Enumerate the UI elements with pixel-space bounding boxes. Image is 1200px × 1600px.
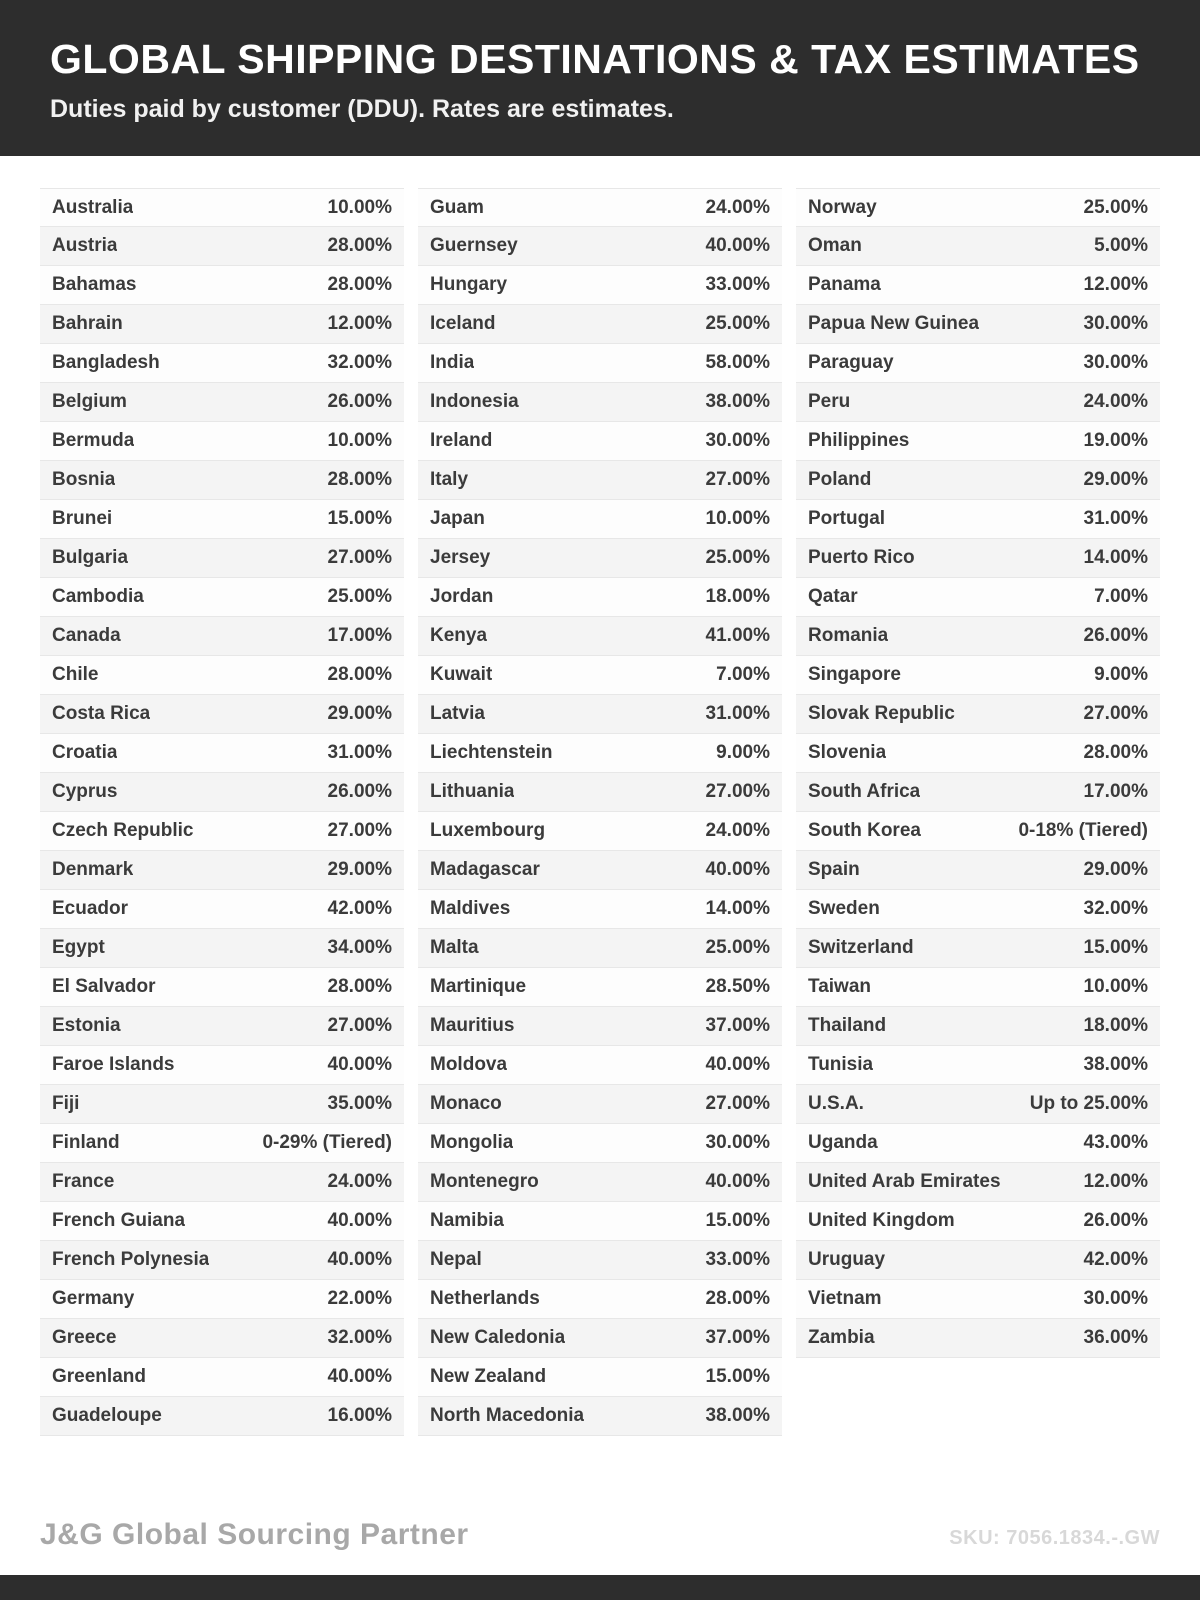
country-label: Egypt	[52, 937, 105, 958]
table-row	[418, 1007, 782, 1046]
table-row	[40, 851, 404, 890]
rates-table	[40, 188, 1160, 1436]
country-label: Montenegro	[430, 1171, 539, 1192]
rate-value: 40.00%	[327, 1054, 392, 1075]
country-label: Bosnia	[52, 469, 116, 490]
sku-label: SKU: 7056.1834.-.GW	[949, 1527, 1160, 1549]
country-label: Ireland	[430, 430, 493, 451]
table-row	[418, 812, 782, 851]
country-label: Finland	[52, 1132, 120, 1153]
rate-value: 15.00%	[705, 1366, 770, 1387]
rate-value: 15.00%	[705, 1210, 770, 1231]
table-row	[796, 1124, 1160, 1163]
country-label: Sweden	[808, 898, 880, 919]
rate-value: 7.00%	[1094, 586, 1148, 607]
rate-value: 28.00%	[327, 469, 392, 490]
country-label: Faroe Islands	[52, 1054, 175, 1075]
table-row	[418, 1202, 782, 1241]
rate-value: 35.00%	[327, 1093, 392, 1114]
rate-value: 27.00%	[1083, 703, 1148, 724]
rate-value: 40.00%	[327, 1366, 392, 1387]
rate-value: 24.00%	[705, 820, 770, 841]
table-row	[418, 890, 782, 929]
rate-value: 40.00%	[327, 1249, 392, 1270]
rate-value: 28.00%	[1083, 742, 1148, 763]
table-row	[418, 500, 782, 539]
country-label: Qatar	[808, 586, 858, 607]
country-label: Nepal	[430, 1249, 482, 1270]
rate-value: 28.00%	[327, 664, 392, 685]
rate-value: 22.00%	[327, 1288, 392, 1309]
country-label: Martinique	[430, 976, 527, 997]
country-label: Iceland	[430, 313, 496, 334]
rate-value: 0-18% (Tiered)	[1018, 820, 1148, 841]
table-row	[40, 1046, 404, 1085]
rate-value: 34.00%	[327, 937, 392, 958]
country-label: Greenland	[52, 1366, 146, 1387]
rate-value: 33.00%	[705, 274, 770, 295]
table-row	[796, 1046, 1160, 1085]
rate-value: 37.00%	[705, 1015, 770, 1036]
table-row	[418, 1085, 782, 1124]
table-row	[40, 1358, 404, 1397]
table-row	[40, 656, 404, 695]
country-label: Jersey	[430, 547, 491, 568]
country-label: Bahamas	[52, 274, 137, 295]
country-label: Tunisia	[808, 1054, 874, 1075]
rate-value: 16.00%	[327, 1405, 392, 1426]
rate-value: 24.00%	[1083, 391, 1148, 412]
country-label: U.S.A.	[808, 1093, 864, 1114]
country-label: Kenya	[430, 625, 488, 646]
country-label: Uruguay	[808, 1249, 886, 1270]
table-row	[418, 1241, 782, 1280]
rate-value: 33.00%	[705, 1249, 770, 1270]
table-row	[418, 539, 782, 578]
table-row	[796, 1163, 1160, 1202]
table-row	[796, 227, 1160, 266]
rate-value: 28.00%	[327, 274, 392, 295]
table-row	[418, 461, 782, 500]
country-label: Ecuador	[52, 898, 129, 919]
rate-value: 19.00%	[1083, 430, 1148, 451]
rate-value: 40.00%	[705, 235, 770, 256]
rate-value: 28.00%	[705, 1288, 770, 1309]
rate-value: 43.00%	[1083, 1132, 1148, 1153]
country-label: Cambodia	[52, 586, 144, 607]
rate-value: 30.00%	[705, 1132, 770, 1153]
table-row	[418, 1046, 782, 1085]
brand-name: J&G Global Sourcing Partner	[40, 1518, 469, 1551]
rate-value: 15.00%	[327, 508, 392, 529]
country-label: Jordan	[430, 586, 494, 607]
table-row	[40, 500, 404, 539]
rate-value: 10.00%	[1083, 976, 1148, 997]
rate-value: 28.50%	[705, 976, 770, 997]
rate-value: 25.00%	[705, 937, 770, 958]
page-subtitle: Duties paid by customer (DDU). Rates are estimates.	[50, 95, 674, 123]
country-label: Vietnam	[808, 1288, 882, 1309]
table-row	[418, 422, 782, 461]
table-row	[796, 968, 1160, 1007]
country-label: France	[52, 1171, 115, 1192]
rates-column-2	[418, 188, 782, 1436]
rate-value: 27.00%	[705, 1093, 770, 1114]
rate-value: 27.00%	[705, 781, 770, 802]
table-row	[40, 1124, 404, 1163]
rate-value: 14.00%	[1083, 547, 1148, 568]
country-label: South Korea	[808, 820, 921, 841]
table-row	[418, 383, 782, 422]
page-title: GLOBAL SHIPPING DESTINATIONS & TAX ESTIMATES	[50, 36, 1140, 82]
country-label: North Macedonia	[430, 1405, 585, 1426]
table-row	[40, 188, 404, 227]
rate-value: 24.00%	[327, 1171, 392, 1192]
table-row	[796, 1241, 1160, 1280]
rate-value: 38.00%	[705, 1405, 770, 1426]
country-label: Uganda	[808, 1132, 878, 1153]
country-label: Germany	[52, 1288, 135, 1309]
rate-value: 7.00%	[716, 664, 770, 685]
country-label: Canada	[52, 625, 121, 646]
table-row	[418, 929, 782, 968]
country-label: United Arab Emirates	[808, 1171, 1001, 1192]
table-row	[796, 1007, 1160, 1046]
table-row	[40, 461, 404, 500]
table-row	[418, 656, 782, 695]
country-label: Taiwan	[808, 976, 871, 997]
rate-value: 5.00%	[1094, 235, 1148, 256]
country-label: Puerto Rico	[808, 547, 915, 568]
table-row	[40, 773, 404, 812]
table-row	[40, 734, 404, 773]
rate-value: 37.00%	[705, 1327, 770, 1348]
table-row	[418, 1319, 782, 1358]
rate-value: 29.00%	[327, 859, 392, 880]
rate-value: 26.00%	[1083, 1210, 1148, 1231]
country-label: Austria	[52, 235, 118, 256]
country-label: Philippines	[808, 430, 910, 451]
rate-value: 25.00%	[705, 313, 770, 334]
rate-value: 27.00%	[705, 469, 770, 490]
rate-value: 36.00%	[1083, 1327, 1148, 1348]
footer	[40, 1518, 1160, 1552]
country-label: Maldives	[430, 898, 511, 919]
country-label: Slovenia	[808, 742, 887, 763]
country-label: Japan	[430, 508, 485, 529]
header-banner	[0, 0, 1200, 156]
rate-value: 25.00%	[1083, 196, 1148, 218]
country-label: Cyprus	[52, 781, 118, 802]
rate-value: 10.00%	[327, 196, 392, 218]
table-row	[40, 1280, 404, 1319]
country-label: Oman	[808, 235, 862, 256]
country-label: Poland	[808, 469, 872, 490]
rates-column-1	[40, 188, 404, 1436]
country-label: Bahrain	[52, 313, 123, 334]
table-row	[40, 422, 404, 461]
rate-value: 18.00%	[705, 586, 770, 607]
table-row	[40, 305, 404, 344]
table-row	[796, 539, 1160, 578]
rate-value: 25.00%	[327, 586, 392, 607]
table-row	[418, 1124, 782, 1163]
table-row	[40, 617, 404, 656]
country-label: Estonia	[52, 1015, 121, 1036]
table-row	[418, 1358, 782, 1397]
rate-value: 40.00%	[327, 1210, 392, 1231]
table-row	[796, 851, 1160, 890]
table-row	[418, 734, 782, 773]
table-row	[796, 1085, 1160, 1124]
table-row	[796, 188, 1160, 227]
rate-value: 32.00%	[327, 352, 392, 373]
rate-value: 25.00%	[705, 547, 770, 568]
country-label: El Salvador	[52, 976, 156, 997]
table-row	[418, 227, 782, 266]
country-label: Lithuania	[430, 781, 515, 802]
country-label: Paraguay	[808, 352, 894, 373]
country-label: New Zealand	[430, 1366, 547, 1387]
table-row	[418, 773, 782, 812]
rate-value: 30.00%	[1083, 1288, 1148, 1309]
table-row	[796, 656, 1160, 695]
country-label: Spain	[808, 859, 860, 880]
country-label: Slovak Republic	[808, 703, 955, 724]
rate-value: 28.00%	[327, 976, 392, 997]
country-label: Guam	[430, 196, 484, 218]
table-row	[418, 968, 782, 1007]
table-row	[40, 1007, 404, 1046]
country-label: Luxembourg	[430, 820, 546, 841]
rate-value: 42.00%	[327, 898, 392, 919]
table-row	[796, 422, 1160, 461]
country-label: Czech Republic	[52, 820, 194, 841]
country-label: Mongolia	[430, 1132, 514, 1153]
country-label: Guadeloupe	[52, 1405, 162, 1426]
rate-value: 17.00%	[327, 625, 392, 646]
table-row	[418, 617, 782, 656]
rate-value: 9.00%	[716, 742, 770, 763]
country-label: Kuwait	[430, 664, 493, 685]
rate-value: 32.00%	[1083, 898, 1148, 919]
country-label: Peru	[808, 391, 851, 412]
rate-value: 26.00%	[1083, 625, 1148, 646]
table-row	[418, 266, 782, 305]
table-row	[796, 734, 1160, 773]
country-label: Belgium	[52, 391, 127, 412]
rate-value: 30.00%	[1083, 352, 1148, 373]
table-row	[796, 812, 1160, 851]
table-row	[418, 1163, 782, 1202]
rate-value: 29.00%	[1083, 469, 1148, 490]
table-row	[796, 266, 1160, 305]
table-row	[40, 266, 404, 305]
table-row	[40, 812, 404, 851]
country-label: South Africa	[808, 781, 921, 802]
table-row	[796, 1319, 1160, 1358]
rate-value: 26.00%	[327, 781, 392, 802]
country-label: Mauritius	[430, 1015, 515, 1036]
rate-value: 31.00%	[705, 703, 770, 724]
country-label: Thailand	[808, 1015, 887, 1036]
rate-value: 27.00%	[327, 820, 392, 841]
country-label: Greece	[52, 1327, 117, 1348]
table-row	[40, 890, 404, 929]
table-row	[40, 1397, 404, 1436]
table-row	[796, 695, 1160, 734]
table-row	[796, 344, 1160, 383]
rate-value: 29.00%	[1083, 859, 1148, 880]
rate-value: 38.00%	[705, 391, 770, 412]
rate-value: 38.00%	[1083, 1054, 1148, 1075]
table-row	[40, 1319, 404, 1358]
country-label: Bangladesh	[52, 352, 160, 373]
rate-value: 28.00%	[327, 235, 392, 256]
table-row	[796, 1280, 1160, 1319]
table-row	[40, 1241, 404, 1280]
country-label: New Caledonia	[430, 1327, 566, 1348]
rate-value: 32.00%	[327, 1327, 392, 1348]
rate-value: 42.00%	[1083, 1249, 1148, 1270]
rate-value: 18.00%	[1083, 1015, 1148, 1036]
country-label: Switzerland	[808, 937, 914, 958]
country-label: Australia	[52, 196, 134, 218]
country-label: Romania	[808, 625, 889, 646]
table-row	[418, 1397, 782, 1436]
country-label: United Kingdom	[808, 1210, 955, 1231]
country-label: Madagascar	[430, 859, 540, 880]
rate-value: 40.00%	[705, 859, 770, 880]
table-row	[40, 578, 404, 617]
rate-value: 30.00%	[705, 430, 770, 451]
country-label: Denmark	[52, 859, 134, 880]
country-label: Singapore	[808, 664, 901, 685]
table-row	[418, 305, 782, 344]
table-row	[40, 227, 404, 266]
rate-value: 17.00%	[1083, 781, 1148, 802]
rate-value: 10.00%	[327, 430, 392, 451]
country-label: Croatia	[52, 742, 118, 763]
table-row	[40, 968, 404, 1007]
country-label: Namibia	[430, 1210, 504, 1231]
country-label: Hungary	[430, 274, 508, 295]
rates-column-3	[796, 188, 1160, 1358]
table-row	[40, 1163, 404, 1202]
rate-value: 14.00%	[705, 898, 770, 919]
rate-value: 26.00%	[327, 391, 392, 412]
country-label: Bermuda	[52, 430, 135, 451]
table-row	[40, 1202, 404, 1241]
country-label: Netherlands	[430, 1288, 540, 1309]
country-label: Malta	[430, 937, 479, 958]
table-row	[418, 851, 782, 890]
table-row	[418, 1280, 782, 1319]
table-row	[40, 539, 404, 578]
country-label: India	[430, 352, 475, 373]
table-row	[40, 695, 404, 734]
rate-value: 31.00%	[327, 742, 392, 763]
table-row	[796, 773, 1160, 812]
rate-value: 40.00%	[705, 1054, 770, 1075]
country-label: Costa Rica	[52, 703, 151, 724]
table-row	[418, 188, 782, 227]
table-row	[796, 890, 1160, 929]
table-row	[796, 929, 1160, 968]
rate-value: Up to 25.00%	[1029, 1093, 1148, 1114]
rate-value: 10.00%	[705, 508, 770, 529]
country-label: Norway	[808, 196, 877, 218]
rate-value: 0-29% (Tiered)	[262, 1132, 392, 1153]
country-label: Moldova	[430, 1054, 508, 1075]
country-label: French Polynesia	[52, 1249, 210, 1270]
bottom-bar	[0, 1575, 1200, 1600]
table-row	[418, 695, 782, 734]
country-label: French Guiana	[52, 1210, 186, 1231]
country-label: Italy	[430, 469, 469, 490]
rate-value: 30.00%	[1083, 313, 1148, 334]
rate-value: 31.00%	[1083, 508, 1148, 529]
table-row	[40, 344, 404, 383]
country-label: Liechtenstein	[430, 742, 553, 763]
country-label: Latvia	[430, 703, 485, 724]
country-label: Fiji	[52, 1093, 80, 1114]
country-label: Indonesia	[430, 391, 519, 412]
table-row	[796, 1202, 1160, 1241]
rate-value: 24.00%	[705, 196, 770, 218]
table-row	[796, 578, 1160, 617]
country-label: Portugal	[808, 508, 886, 529]
country-label: Guernsey	[430, 235, 518, 256]
table-row	[40, 1085, 404, 1124]
rate-value: 9.00%	[1094, 664, 1148, 685]
table-row	[40, 929, 404, 968]
table-row	[796, 617, 1160, 656]
rate-value: 58.00%	[705, 352, 770, 373]
rate-value: 27.00%	[327, 547, 392, 568]
rate-value: 27.00%	[327, 1015, 392, 1036]
table-row	[796, 461, 1160, 500]
table-row	[796, 500, 1160, 539]
table-row	[418, 578, 782, 617]
country-label: Brunei	[52, 508, 113, 529]
country-label: Papua New Guinea	[808, 313, 980, 334]
rate-value: 12.00%	[1083, 1171, 1148, 1192]
country-label: Panama	[808, 274, 881, 295]
rate-value: 41.00%	[705, 625, 770, 646]
country-label: Zambia	[808, 1327, 875, 1348]
rate-value: 15.00%	[1083, 937, 1148, 958]
rate-value: 12.00%	[327, 313, 392, 334]
table-row	[796, 383, 1160, 422]
rate-value: 12.00%	[1083, 274, 1148, 295]
table-row	[40, 383, 404, 422]
country-label: Monaco	[430, 1093, 502, 1114]
country-label: Chile	[52, 664, 99, 685]
table-row	[796, 305, 1160, 344]
rate-value: 29.00%	[327, 703, 392, 724]
rate-value: 40.00%	[705, 1171, 770, 1192]
table-row	[418, 344, 782, 383]
country-label: Bulgaria	[52, 547, 129, 568]
